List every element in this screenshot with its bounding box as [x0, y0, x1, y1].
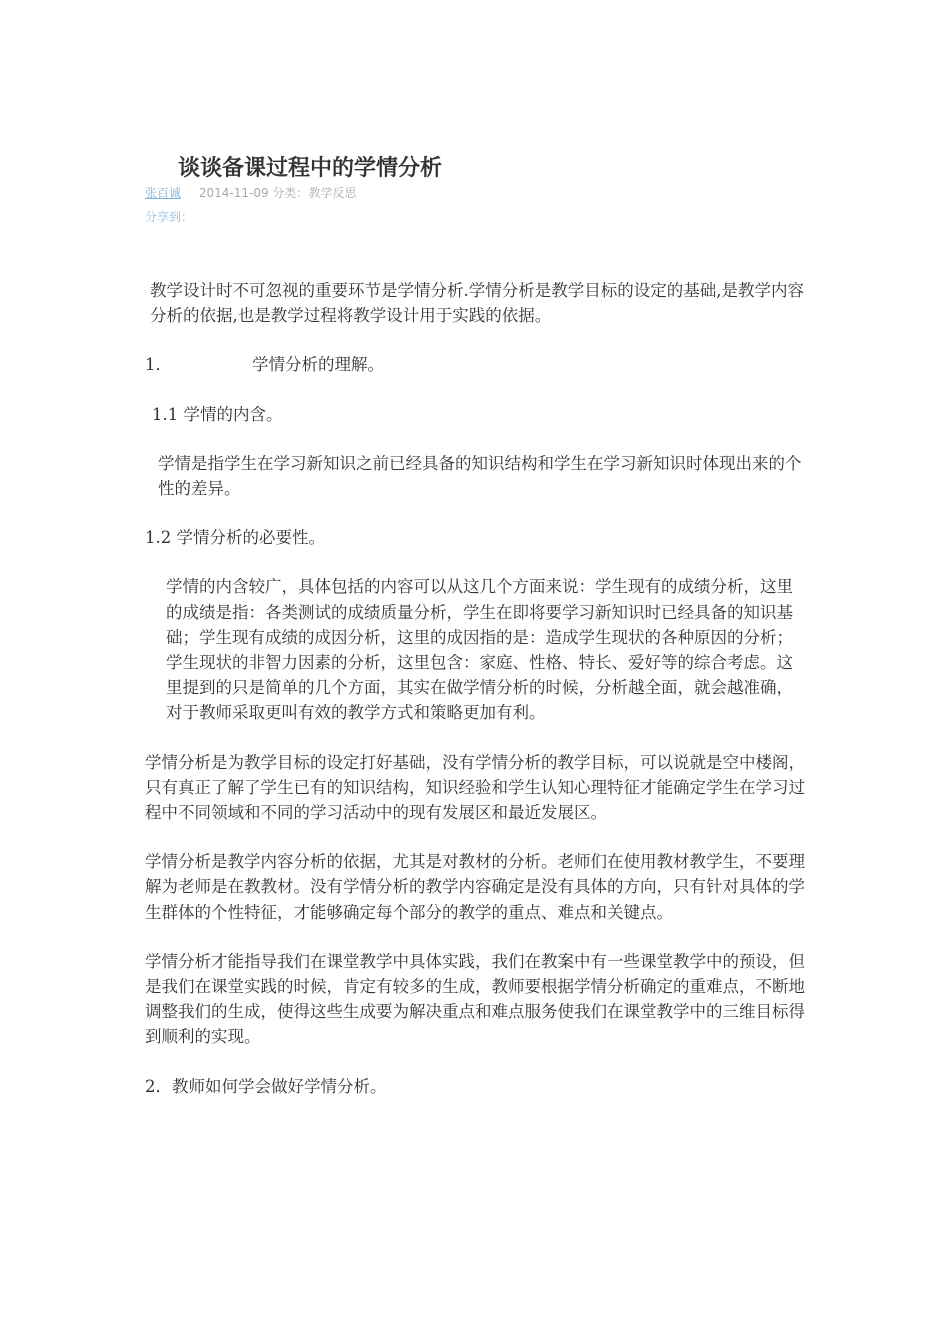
category-label: 分类： [272, 186, 309, 200]
paragraph-2: 学情分析是为教学目标的设定打好基础，没有学情分析的教学目标，可以说就是空中楼阁，只有真正了解了学生已有的知识结构，知识经验和学生认知心理特征才能确定学生在学习过程中不同领域和不同的学习活动中的现有发展区和最近发展区。 [145, 752, 805, 823]
section-1-number: 1． [145, 355, 172, 375]
section-1-heading [145, 352, 809, 377]
author-link[interactable]: 张百诚 [145, 186, 182, 200]
publish-date: 2014-11-09 [198, 186, 269, 200]
share-label: 分享到： [145, 210, 194, 224]
subsection-1-1-heading: 1.1 学情的内含。 [152, 404, 283, 424]
article-body [145, 278, 809, 1123]
paragraph-1-2: 学情的内含较广，具体包括的内容可以从这几个方面来说：学生现有的成绩分析，这里的成绩是指：各类测试的成绩质量分析，学生在即将要学习新知识时已经具备的知识基础；学生现有成绩的成因分析，这里的成因指的是：造成学生现状的各种原因的分析；学生现状的非智力因素的分析，这里包含：家庭、性格、特长、爱好等的综合考虑。这里提到的只是简单的几个方面，其实在做学情分析的时候，分析越全面，就会越准确，对于教师采取更叫有效的教学方式和策略更加有利。 [166, 577, 793, 723]
paragraph-4: 学情分析才能指导我们在课堂教学中具体实践，我们在教案中有一些课堂教学中的预设，但是我们在课堂实践的时候，肯定有较多的生成，教师要根据学情分析确定的重难点，不断地调整我们的生成，使得这些生成要为解决重点和难点服务使我们在课堂教学中的三维目标得到顺利的实现。 [145, 951, 805, 1047]
section-1-title: 学情分析的理解。 [252, 355, 384, 375]
section-2-heading: 2．教师如何学会做好学情分析。 [145, 1076, 387, 1096]
paragraph-3: 学情分析是教学内容分析的依据，尤其是对教材的分析。老师们在使用教材教学生，不要理解为老师是在教教材。没有学情分析的教学内容确定是没有具体的方向，只有针对具体的学生群体的个性特征，才能够确定每个部分的教学的重点、难点和关键点。 [145, 852, 805, 922]
category-link[interactable]: 教学反思 [308, 186, 357, 200]
article-title: 谈谈备课过程中的学情分析 [178, 156, 443, 181]
article-meta [145, 184, 356, 202]
subsection-1-2-heading: 1.2 学情分析的必要性。 [145, 528, 325, 548]
paragraph-1-1: 学情是指学生在学习新知识之前已经具备的知识结构和学生在学习新知识时体现出来的个性的差异。 [158, 453, 802, 499]
intro-paragraph: 教学设计时不可忽视的重要环节是学情分析.学情分析是教学目标的设定的基础,是教学内容分析的依据,也是教学过程将教学设计用于实践的依据。 [150, 281, 804, 326]
